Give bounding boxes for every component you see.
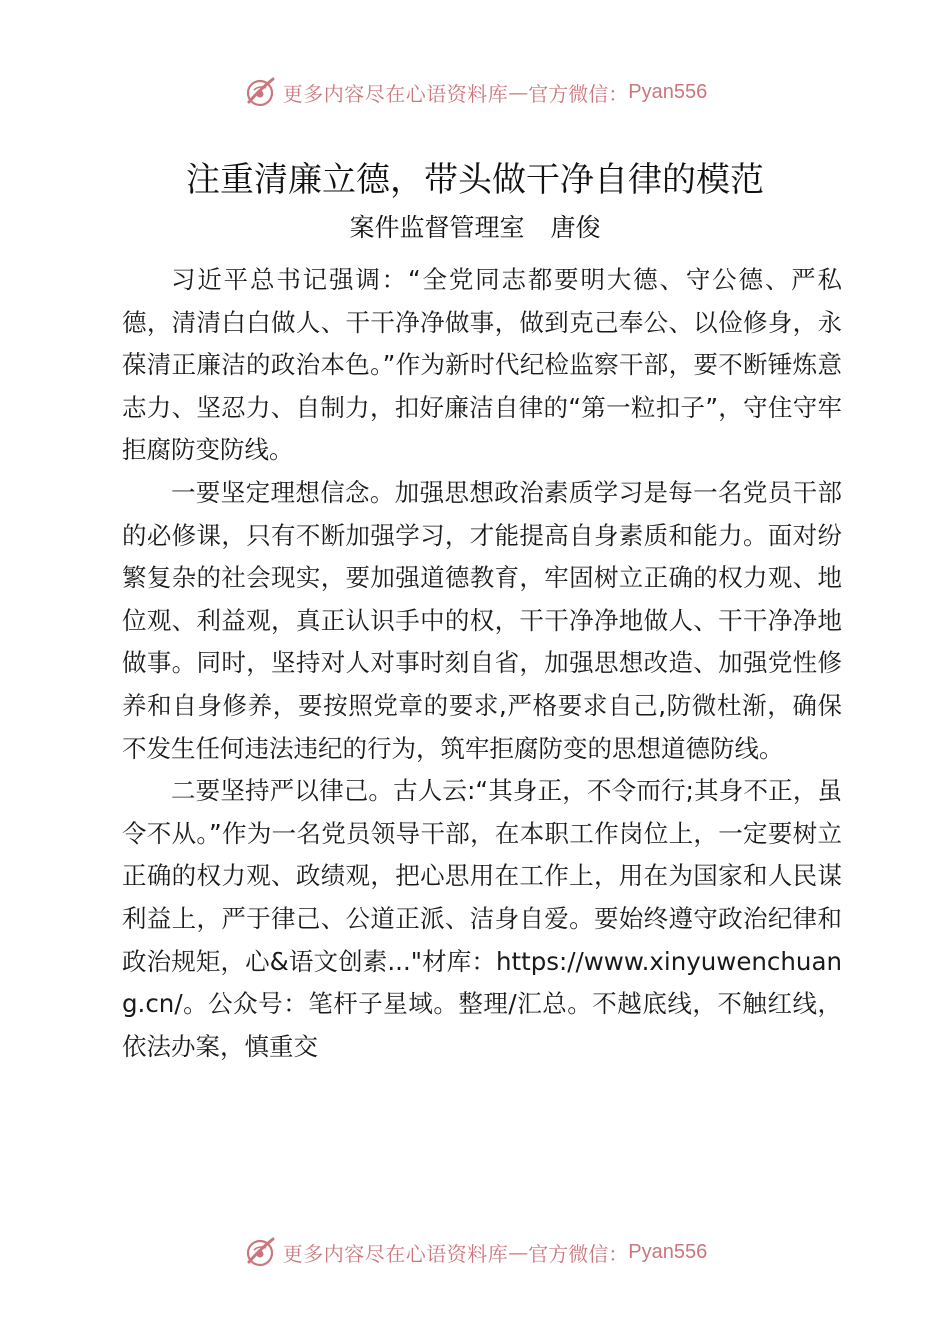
watermark-separator: — — [508, 80, 529, 104]
watermark-text: 更多内容尽在心语资料库 — [282, 1241, 509, 1266]
paragraph: 习近平总书记强调：“全党同志都要明大德、守公德、严私德，清清白白做人、干干净净做事，做到克己奉公、以俭修身，永葆清正廉洁的政治本色。”作为新时代纪检监察干部，要不断锤炼意志力、坚忍力、自制力，扣好廉洁自律的“第一粒扣子”，守住守牢拒腐防变防线。 — [122, 265, 842, 465]
footer-watermark-banner — [0, 1232, 950, 1272]
author-name: 唐俊 — [550, 213, 601, 242]
paragraph: 一要坚定理想信念。加强思想政治素质学习是每一名党员干部的必修课，只有不断加强学习，才能提高自身素质和能力。面对纷繁复杂的社会现实，要加强道德教育，牢固树立正确的权力观、地位观、利益观，真正认识手中的权，干干净净地做人、干干净净地做事。同时，坚持对人对事时刻自省，加强思想改造、加强党性修养和自身修养，要按照党章的要求,严格要求自己,防微杜渐，确保不发生任何违法违纪的行为，筑牢拒腐防变的思想道德防线。 — [122, 477, 842, 763]
paragraph: 二要坚持严以律己。古人云:“其身正，不令而行;其身不正，虽令不从。”作为一名党员领导干部，在本职工作岗位上，一定要树立正确的权力观、政绩观，把心思用在工作上，用在为国家和人民谋利益上，严于律己、公道正派、洁身自爱。要始终遵守政治纪律和政治规矩，心&语文创素..."材库：https://www.xinyuwenchuang.cn/。公众号：笔杆子星域。整理/汇总。不越底线，不触红线，依法办案，慎重交 — [122, 776, 842, 1061]
department-name: 案件监督管理室 — [349, 213, 525, 242]
watermark-wechat-label: 官方微信： — [528, 1241, 629, 1266]
byline — [0, 210, 950, 246]
header-watermark-banner — [0, 72, 950, 112]
watermark-wechat-id: Pyan556 — [628, 80, 708, 103]
watermark-separator: — — [508, 1240, 529, 1264]
document-body — [122, 259, 842, 1068]
brush-circle-logo-icon — [243, 75, 277, 109]
brush-circle-logo-icon — [243, 1235, 277, 1269]
document-title: 注重清廉立德，带头做干净自律的模范 — [186, 160, 764, 200]
watermark-wechat-label: 官方微信： — [528, 81, 629, 106]
watermark-wechat-id: Pyan556 — [628, 1240, 708, 1263]
watermark-text: 更多内容尽在心语资料库 — [282, 81, 509, 106]
